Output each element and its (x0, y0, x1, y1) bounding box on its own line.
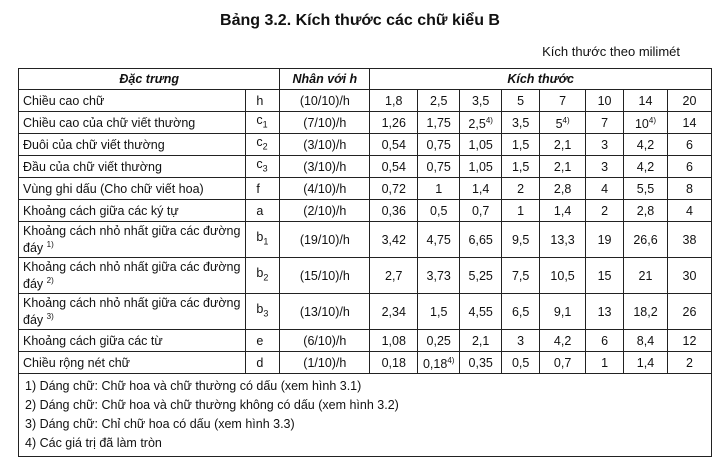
feature-cell (19, 200, 246, 222)
size-value: 9,1 (553, 304, 572, 319)
size-value: 6 (686, 137, 693, 152)
size-value-cell (667, 352, 711, 374)
symbol-text: a (256, 203, 264, 218)
size-value-cell (460, 352, 502, 374)
size-value-cell (370, 222, 418, 258)
feature-text: Chiều rộng nét chữ (23, 355, 131, 370)
header-sizes: Kích thước (370, 69, 712, 90)
size-value-cell (370, 112, 418, 134)
size-value: 0,75 (426, 159, 451, 174)
symbol-cell (246, 200, 280, 222)
table-row (19, 222, 712, 258)
symbol-text: b (256, 230, 264, 245)
unit-note: Kích thước theo milimét (542, 44, 680, 59)
multiplier-cell: (10/10)/h (280, 90, 370, 112)
size-value-cell (418, 156, 460, 178)
size-value-cell (418, 330, 460, 352)
size-value: 1,4 (636, 355, 655, 370)
size-value: 4,2 (636, 159, 655, 174)
size-value-cell (540, 294, 586, 330)
feature-text: Đầu của chữ viết thường (23, 159, 162, 174)
size-value: 6 (601, 333, 609, 348)
size-value: 1,5 (511, 159, 530, 174)
size-value-cell (624, 156, 668, 178)
size-value-cell (460, 178, 502, 200)
size-value: 0,25 (426, 333, 451, 348)
size-value: 4,75 (426, 232, 451, 247)
multiplier-cell: (3/10)/h (280, 156, 370, 178)
size-value: 5,25 (468, 268, 493, 283)
size-value: 26,6 (633, 232, 658, 247)
size-value: 0,36 (381, 203, 406, 218)
size-value: 18,2 (633, 304, 658, 319)
size-footnote-mark: 4) (648, 115, 656, 125)
size-value: 4,2 (553, 333, 572, 348)
symbol-cell (246, 112, 280, 134)
size-value-cell (502, 258, 540, 294)
symbol-cell (246, 134, 280, 156)
multiplier-cell: (19/10)/h (280, 222, 370, 258)
size-value-cell (540, 178, 586, 200)
feature-cell (19, 258, 246, 294)
symbol-subscript: 1 (262, 119, 268, 130)
size-value: 20 (682, 93, 697, 108)
size-value: 0,35 (468, 355, 493, 370)
size-value-cell (370, 258, 418, 294)
size-value-cell (667, 200, 711, 222)
multiplier-cell: (6/10)/h (280, 330, 370, 352)
symbol-subscript: 1 (263, 236, 269, 247)
symbol-text: b (256, 302, 264, 317)
symbol-text: c (256, 157, 263, 172)
multiplier-cell: (15/10)/h (280, 258, 370, 294)
size-value: 10,5 (550, 268, 575, 283)
size-value-cell (502, 112, 540, 134)
feature-cell (19, 352, 246, 374)
size-value-cell (370, 178, 418, 200)
size-value-cell (460, 112, 502, 134)
size-value: 2 (601, 203, 609, 218)
size-value: 7 (601, 115, 609, 130)
symbol-text: d (256, 355, 264, 370)
feature-cell (19, 330, 246, 352)
size-value-cell (540, 200, 586, 222)
size-value: 0,5 (430, 203, 448, 218)
size-value: 3 (601, 159, 609, 174)
multiplier-cell: (2/10)/h (280, 200, 370, 222)
size-value: 4 (601, 181, 609, 196)
table-row (19, 200, 712, 222)
size-value-cell (418, 294, 460, 330)
size-value-cell (502, 156, 540, 178)
dimensions-table (18, 68, 712, 457)
size-footnote-mark: 4) (485, 115, 493, 125)
size-value-cell (460, 222, 502, 258)
footnote-line: 4) Các giá trị đã làm tròn (25, 436, 162, 450)
size-value-cell (586, 352, 624, 374)
feature-footnote-mark: 1) (46, 239, 54, 249)
footnote-line: 2) Dáng chữ: Chữ hoa và chữ thường không có dấu (xem hình 3.2) (25, 398, 399, 412)
feature-cell (19, 156, 246, 178)
size-value-cell (460, 330, 502, 352)
footnote-line: 1) Dáng chữ: Chữ hoa và chữ thường có dấu (xem hình 3.1) (25, 379, 362, 393)
size-value: 38 (682, 232, 697, 247)
footnotes (19, 374, 712, 457)
size-value: 1,05 (468, 137, 493, 152)
size-value: 4 (686, 203, 693, 218)
size-value: 6,5 (511, 304, 530, 319)
size-value-cell (370, 294, 418, 330)
table-row (19, 112, 712, 134)
size-value-cell (624, 90, 668, 112)
symbol-cell (246, 258, 280, 294)
feature-cell (19, 222, 246, 258)
size-value: 7,5 (511, 268, 530, 283)
size-value-cell (370, 156, 418, 178)
size-value-cell (502, 134, 540, 156)
size-value: 1,4 (553, 203, 572, 218)
size-value: 19 (597, 232, 612, 247)
size-value-cell (460, 156, 502, 178)
size-value: 10 (634, 117, 649, 132)
feature-cell (19, 90, 246, 112)
size-footnote-mark: 4) (562, 115, 570, 125)
size-value-cell (460, 90, 502, 112)
size-value: 0,75 (426, 137, 451, 152)
size-value: 1,75 (426, 115, 451, 130)
symbol-subscript: 3 (263, 308, 269, 319)
size-value: 2,8 (553, 181, 572, 196)
size-value-cell (418, 258, 460, 294)
size-value-cell (586, 222, 624, 258)
symbol-cell (246, 330, 280, 352)
size-value: 1,05 (468, 159, 493, 174)
size-value-cell (502, 178, 540, 200)
size-value-cell (418, 178, 460, 200)
feature-cell (19, 134, 246, 156)
size-value: 2,34 (381, 304, 406, 319)
symbol-cell (246, 90, 280, 112)
size-value: 6,65 (468, 232, 493, 247)
size-value-cell (540, 134, 586, 156)
size-value: 2 (686, 355, 693, 370)
size-value: 3,73 (426, 268, 451, 283)
feature-text: Đuôi của chữ viết thường (23, 137, 165, 152)
size-value: 1,26 (381, 115, 406, 130)
size-value: 1,4 (471, 181, 490, 196)
multiplier-cell: (13/10)/h (280, 294, 370, 330)
size-value: 5,5 (636, 181, 655, 196)
size-value-cell (667, 112, 711, 134)
size-value-cell (502, 200, 540, 222)
size-value: 2,1 (471, 333, 490, 348)
size-value: 2,7 (385, 268, 403, 283)
table-row (19, 90, 712, 112)
symbol-text: b (256, 266, 264, 281)
size-value: 1,8 (385, 93, 403, 108)
symbol-text: c (256, 113, 263, 128)
size-value-cell (586, 294, 624, 330)
size-value: 4,55 (468, 304, 493, 319)
size-value-cell (460, 134, 502, 156)
feature-text: Vùng ghi dấu (Cho chữ viết hoa) (23, 181, 204, 196)
size-value: 0,18 (381, 355, 406, 370)
symbol-text: e (256, 333, 264, 348)
size-value: 12 (682, 333, 697, 348)
size-value-cell (624, 200, 668, 222)
size-value-cell (540, 112, 586, 134)
size-value: 15 (597, 268, 612, 283)
size-value: 13 (597, 304, 612, 319)
size-value-cell (586, 90, 624, 112)
feature-text: Khoảng cách giữa các ký tự (23, 203, 179, 218)
size-value-cell (370, 352, 418, 374)
size-footnote-mark: 4) (447, 355, 455, 365)
size-value: 0,18 (422, 357, 448, 372)
feature-cell (19, 112, 246, 134)
symbol-cell (246, 156, 280, 178)
size-value: 0,72 (381, 181, 406, 196)
table-title: Bảng 3.2. Kích thước các chữ kiểu B (220, 12, 500, 29)
size-value-cell (418, 134, 460, 156)
feature-text: Chiều cao chữ (23, 93, 105, 108)
table-row (19, 156, 712, 178)
size-value-cell (502, 330, 540, 352)
size-value: 1,5 (511, 137, 530, 152)
footnote-line: 3) Dáng chữ: Chỉ chữ hoa có dấu (xem hình 3.3) (25, 417, 295, 431)
size-value-cell (502, 90, 540, 112)
size-value-cell (370, 330, 418, 352)
size-value-cell (502, 352, 540, 374)
size-value: 9,5 (511, 232, 530, 247)
size-value: 14 (682, 115, 697, 130)
size-value: 1 (601, 355, 609, 370)
size-value-cell (502, 222, 540, 258)
symbol-text: c (256, 135, 263, 150)
symbol-text: f (256, 181, 260, 196)
size-value: 3 (601, 137, 609, 152)
size-value-cell (540, 352, 586, 374)
symbol-text: h (256, 93, 264, 108)
size-value-cell (540, 222, 586, 258)
size-value: 8,4 (636, 333, 655, 348)
multiplier-cell: (1/10)/h (280, 352, 370, 374)
symbol-subscript: 2 (262, 141, 268, 152)
size-value-cell (624, 258, 668, 294)
size-value-cell (586, 258, 624, 294)
size-value-cell (624, 330, 668, 352)
size-value-cell (418, 90, 460, 112)
size-value-cell (502, 294, 540, 330)
size-value: 5 (517, 93, 525, 108)
size-value: 0,7 (471, 203, 490, 218)
size-value-cell (624, 178, 668, 200)
feature-cell (19, 294, 246, 330)
size-value: 0,54 (381, 137, 406, 152)
size-value: 2,5 (468, 117, 486, 132)
size-value: 1,5 (430, 304, 448, 319)
size-value: 2,1 (553, 159, 572, 174)
symbol-subscript: 3 (262, 163, 268, 174)
size-value: 3,5 (471, 93, 490, 108)
size-value: 3 (517, 333, 525, 348)
feature-text: Khoảng cách giữa các từ (23, 333, 163, 348)
size-value-cell (540, 90, 586, 112)
size-value-cell (667, 294, 711, 330)
table-row (19, 178, 712, 200)
size-value: 0,7 (553, 355, 572, 370)
size-value-cell (460, 258, 502, 294)
size-value: 6 (686, 159, 693, 174)
size-value-cell (418, 112, 460, 134)
size-value-cell (460, 200, 502, 222)
size-value: 26 (682, 304, 697, 319)
multiplier-cell: (4/10)/h (280, 178, 370, 200)
size-value: 2 (517, 181, 525, 196)
size-value: 3,5 (511, 115, 530, 130)
size-value: 2,8 (636, 203, 655, 218)
size-value-cell (460, 294, 502, 330)
size-value-cell (540, 258, 586, 294)
size-value: 1 (435, 181, 443, 196)
size-value-cell (624, 222, 668, 258)
table-body (19, 90, 712, 374)
size-value-cell (624, 112, 668, 134)
feature-text: Khoảng cách nhỏ nhất giữa các đường đáy (23, 295, 241, 328)
table-row (19, 258, 712, 294)
size-value: 0,54 (381, 159, 406, 174)
size-value: 5 (555, 117, 563, 132)
size-value-cell (667, 178, 711, 200)
size-value-cell (624, 352, 668, 374)
size-value-cell (667, 258, 711, 294)
size-value-cell (418, 352, 460, 374)
size-value-cell (667, 156, 711, 178)
feature-cell (19, 178, 246, 200)
size-value: 7 (559, 93, 567, 108)
size-value-cell (586, 134, 624, 156)
size-value-cell (667, 222, 711, 258)
size-value: 2,1 (553, 137, 572, 152)
size-value: 1 (517, 203, 525, 218)
feature-footnote-mark: 3) (46, 311, 54, 321)
size-value-cell (624, 294, 668, 330)
size-value-cell (370, 90, 418, 112)
size-value-cell (370, 200, 418, 222)
size-value: 8 (686, 181, 693, 196)
feature-text: Chiều cao của chữ viết thường (23, 115, 196, 130)
feature-text: Khoảng cách nhỏ nhất giữa các đường đáy (23, 259, 241, 292)
size-value-cell (586, 156, 624, 178)
size-value-cell (418, 200, 460, 222)
size-value-cell (586, 330, 624, 352)
size-value-cell (586, 178, 624, 200)
size-value: 0,5 (511, 355, 530, 370)
symbol-cell (246, 294, 280, 330)
size-value: 13,3 (550, 232, 575, 247)
symbol-cell (246, 352, 280, 374)
size-value: 14 (638, 93, 653, 108)
size-value: 10 (597, 93, 612, 108)
size-value: 2,5 (430, 93, 448, 108)
table-row (19, 352, 712, 374)
symbol-subscript: 2 (263, 272, 269, 283)
symbol-cell (246, 178, 280, 200)
symbol-cell (246, 222, 280, 258)
header-multiplier: Nhân với h (280, 69, 370, 90)
size-value-cell (586, 200, 624, 222)
size-value-cell (418, 222, 460, 258)
size-value-cell (370, 134, 418, 156)
size-value-cell (540, 156, 586, 178)
table-row (19, 294, 712, 330)
multiplier-cell: (7/10)/h (280, 112, 370, 134)
table-row (19, 330, 712, 352)
size-value: 21 (638, 268, 653, 283)
size-value-cell (540, 330, 586, 352)
size-value-cell (667, 134, 711, 156)
size-value-cell (667, 90, 711, 112)
size-value: 3,42 (381, 232, 406, 247)
size-value-cell (624, 134, 668, 156)
size-value: 4,2 (636, 137, 655, 152)
size-value-cell (667, 330, 711, 352)
multiplier-cell: (3/10)/h (280, 134, 370, 156)
feature-text: Khoảng cách nhỏ nhất giữa các đường đáy (23, 223, 241, 256)
feature-footnote-mark: 2) (46, 275, 54, 285)
size-value: 30 (682, 268, 697, 283)
header-feature: Đặc trưng (19, 69, 280, 90)
table-row (19, 134, 712, 156)
size-value-cell (586, 112, 624, 134)
size-value: 1,08 (381, 333, 406, 348)
